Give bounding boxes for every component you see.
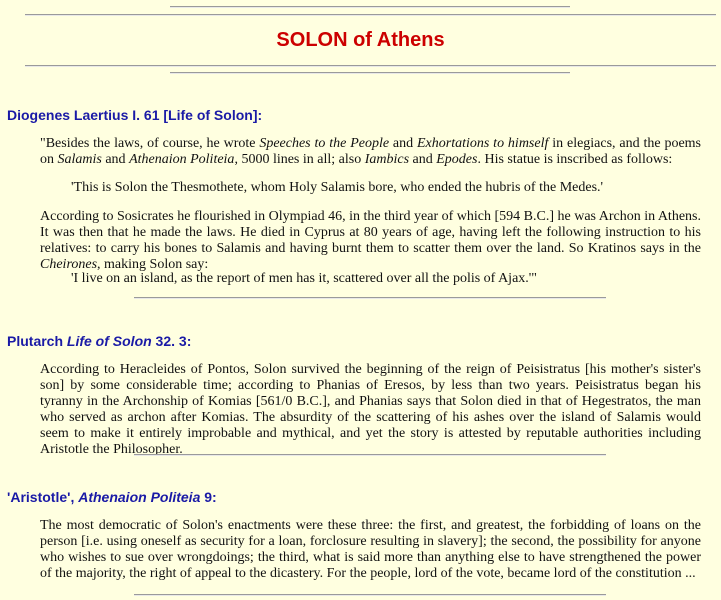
page-title: SOLON of Athens: [276, 29, 445, 51]
work-title: Exhortations to himself: [417, 136, 549, 151]
work-title: Iambics: [364, 152, 410, 167]
diogenes-quote-1: 'This is Solon the Thesmothete, whom Holy Salamis bore, who ended the hubris of the Medes.': [71, 180, 604, 195]
work-title: Salamis: [57, 152, 102, 167]
section-heading-diogenes: Diogenes Laertius I. 61 [Life of Solon]:: [7, 107, 263, 123]
top-rule-long: [25, 14, 716, 16]
title-rule-short: [170, 72, 570, 74]
work-title: Speeches to the People: [259, 136, 390, 151]
diogenes-paragraph-2: According to Sosicrates he flourished in Olympiad 46, in the third year of which [594 B.C.] he was Archon in Athens. It was then that he made the laws. He died in Cyprus at 80 years of age, having left the following instruction to his relatives: to carry his bones to Salamis and having burnt them to scatter them over the land. So Kratinos says in the Cheirones, making Solon say:: [40, 209, 701, 272]
title-rule-long: [25, 65, 716, 67]
plutarch-paragraph: According to Heracleides of Pontos, Solon survived the beginning of the reign of Peisistratus [his mother's sister's son] by some considerable time; according to Phanias of Eresos, by less than two years. Peisistratus began his tyranny in the Archonship of Komias [561/0 B.C.], and Phanias says that Solon died in that of Hegestratos, the man who served as archon after Komias. The absurdity of the scattering of his ashes over the island of Salamis would seem to make it entirely improbable and mythical, and yet the story is attested by reputable authorities including Aristotle the Philosopher.: [40, 362, 701, 457]
section-heading-aristotle: 'Aristotle', Athenaion Politeia 9:: [7, 489, 217, 505]
aristotle-paragraph: The most democratic of Solon's enactments were these three: the first, and greatest, the forbidding of loans on the person [i.e. using oneself as security for a loan, forclosure resulting in slavery]; the second, the possibility for anyone who wishes to sue over wrongdoings; the third, what is said more than anything else to have strengthened the power of the majority, the right of appeal to the dicastery. For the people, lord of the vote, became lord of the constitution ...: [40, 518, 701, 581]
work-title: Cheirones: [40, 257, 98, 272]
diogenes-paragraph-1: "Besides the laws, of course, he wrote Speeches to the People and Exhortations to himself in elegiacs, and the poems on Salamis and Athenaion Politeia, 5000 lines in all; also Iambics and Epodes. His statue is inscribed as follows:: [40, 136, 701, 167]
work-title: Athenaion Politeia: [129, 152, 235, 167]
top-rule-short: [170, 6, 570, 8]
section-divider: [134, 594, 606, 596]
section-divider: [134, 297, 606, 299]
section-heading-plutarch: Plutarch Life of Solon 32. 3:: [7, 333, 192, 349]
diogenes-quote-2: 'I live on an island, as the report of men has it, scattered over all the polis of Ajax.'": [71, 271, 538, 286]
work-title: Epodes: [436, 152, 478, 167]
section-divider: [134, 454, 606, 456]
